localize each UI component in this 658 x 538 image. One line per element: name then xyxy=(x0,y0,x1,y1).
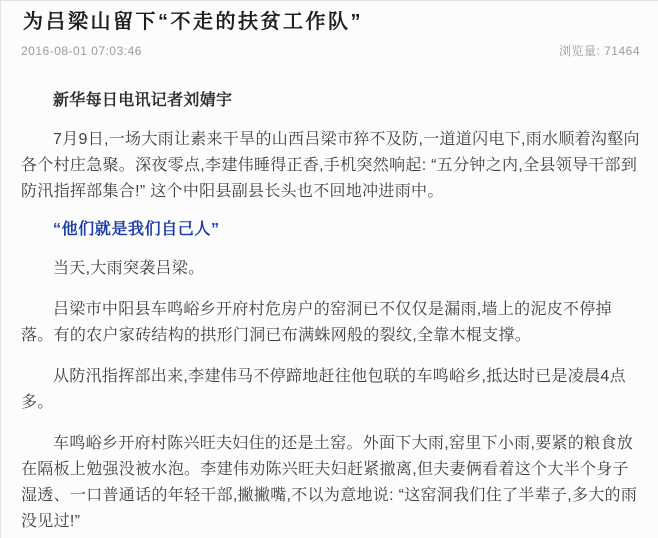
byline: 新华每日电讯记者刘婧宇 xyxy=(53,92,233,109)
publish-time: 2016-08-01 07:03:46 xyxy=(21,44,142,58)
view-count: 浏览量: 71464 xyxy=(558,44,640,58)
paragraph-intro: 7月9日,一场大雨让素来干旱的山西吕梁市猝不及防,一道道闪电下,雨水顺着沟壑向各个村庄急聚。深夜零点,李建伟睡得正香,手机突然响起: “五分钟之内,全县领导干部到防汛指挥部集合!” 这个中阳县副县长头也不回地冲进雨中。 xyxy=(21,131,640,200)
paragraph: 吕梁市中阳县车鸣峪乡开府村危房户的窑洞已不仅仅是漏雨,墙上的泥皮不停掉落。有的农户家砖结构的拱形门洞已布满蛛网般的裂纹,全靠木棍支撑。 xyxy=(21,301,612,344)
paragraph: 从防汛指挥部出来,李建伟马不停蹄地赶往他包联的车鸣峪乡,抵达时已是凌晨4点多。 xyxy=(21,368,626,411)
section-heading: “他们就是我们自己人” xyxy=(53,221,220,238)
article-title: 为吕梁山留下“不走的扶贫工作队” xyxy=(23,11,363,33)
article-meta xyxy=(21,44,640,58)
paragraph: 当天,大雨突袭吕梁。 xyxy=(53,260,205,277)
paragraph: 车鸣峪乡开府村陈兴旺夫妇住的还是土窑。外面下大雨,窑里下小雨,要紧的粮食放在隔板上勉强没被水泡。李建伟劝陈兴旺夫妇赶紧撤离,但夫妻俩看着这个大半个身子湿透、一口普通话的年轻干部,撇撇嘴,不以为意地说: “这窑洞我们住了半辈子,多大的雨没见过!” xyxy=(21,435,638,530)
